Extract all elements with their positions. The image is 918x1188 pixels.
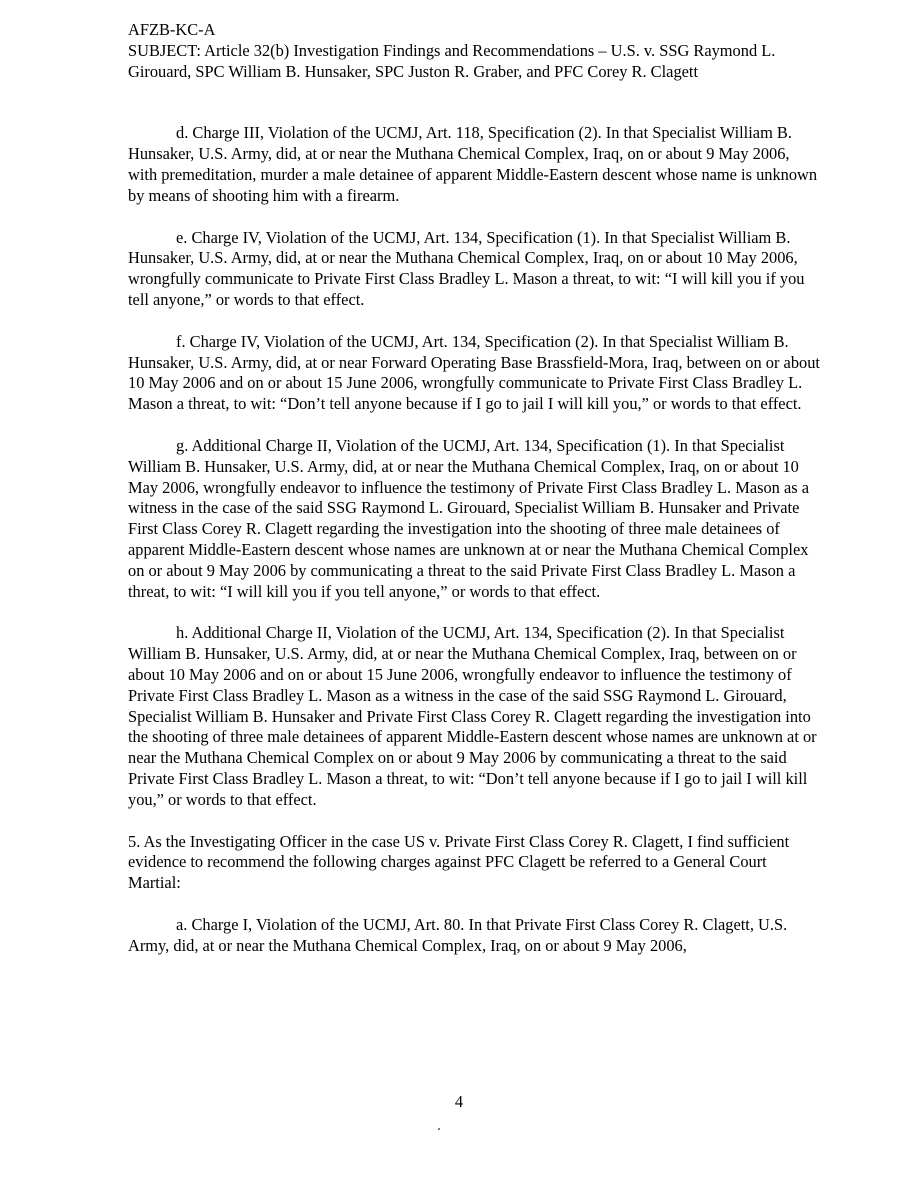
paragraph-h: h. Additional Charge II, Violation of the UCMJ, Art. 134, Specification (2). In that Specialist William B. Hunsaker, U.S. Army, did, at or near the Muthana Chemical Complex, Iraq, between on or about 10 May 2006 and on or about 15 June 2006, wrongfully endeavor to influence the testimony of Private First Class Bradley L. Mason as a witness in the case of the said SSG Raymond L. Girouard, Specialist William B. Hunsaker and Private First Class Corey R. Clagett regarding the investigation into the shooting of three male detainees of apparent Middle-Eastern descent whose names are unknown at or near the Muthana Chemical Complex on or about 9 May 2006 by communicating a threat to the said Private First Class Bradley L. Mason a threat, to wit: “Don’t tell anyone because if I go to jail I will kill you,” or words to that effect. (128, 623, 817, 809)
paragraph-d: d. Charge III, Violation of the UCMJ, Art. 118, Specification (2). In that Specialist William B. Hunsaker, U.S. Army, did, at or near the Muthana Chemical Complex, Iraq, on or about 9 May 2006, with premeditation, murder a male detainee of apparent Middle-Eastern descent whose name is unknown by means of shooting him with a firearm. (128, 123, 818, 205)
subject-line: SUBJECT: Article 32(b) Investigation Findings and Recommendations – U.S. v. SSG Raymond L. Girouard, SPC William B. Hunsaker, SPC Juston R. Graber, and PFC Corey R. Clagett (128, 40, 776, 81)
section-5-intro: 5. As the Investigating Officer in the case US v. Private First Class Corey R. Clagett, I find sufficient evidence to recommend the following charges against PFC Clagett be referred to a General Court Martial: (128, 831, 790, 893)
document-page (128, 20, 820, 956)
page-number: 4 (454, 1092, 464, 1111)
scan-speck (438, 1128, 440, 1130)
office-symbol: AFZB-KC-A (128, 20, 216, 39)
paragraph-g: g. Additional Charge II, Violation of the UCMJ, Art. 134, Specification (1). In that Specialist William B. Hunsaker, U.S. Army, did, at or near the Muthana Chemical Complex, Iraq, on or about 10 May 2006, wrongfully endeavor to influence the testimony of Private First Class Bradley L. Mason as a witness in the case of the said SSG Raymond L. Girouard, Specialist William B. Hunsaker and Private First Class Corey R. Clagett regarding the investigation into the shooting of three male detainees of apparent Middle-Eastern descent whose names are unknown at or near the Muthana Chemical Complex on or about 9 May 2006 by communicating a threat to the said Private First Class Bradley L. Mason a threat, to wit: “I will kill you if you tell anyone,” or words to that effect. (128, 435, 809, 601)
section-5-item-a: a. Charge I, Violation of the UCMJ, Art. 80. In that Private First Class Corey R. Clagett, U.S. Army, did, at or near the Muthana Chemical Complex, Iraq, on or about 9 May 2006, (128, 914, 788, 955)
paragraph-e: e. Charge IV, Violation of the UCMJ, Art. 134, Specification (1). In that Specialist William B. Hunsaker, U.S. Army, did, at or near the Muthana Chemical Complex, Iraq, on or about 10 May 2006, wrongfully communicate to Private First Class Bradley L. Mason a threat, to wit: “I will kill you if you tell anyone,” or words to that effect. (128, 227, 805, 309)
paragraph-f: f. Charge IV, Violation of the UCMJ, Art. 134, Specification (2). In that Specialist William B. Hunsaker, U.S. Army, did, at or near Forward Operating Base Brassfield-Mora, Iraq, between on or about 10 May 2006 and on or about 15 June 2006, wrongfully communicate to Private First Class Bradley L. Mason a threat, to wit: “Don’t tell anyone because if I go to jail I will kill you,” or words to that effect. (128, 331, 820, 414)
